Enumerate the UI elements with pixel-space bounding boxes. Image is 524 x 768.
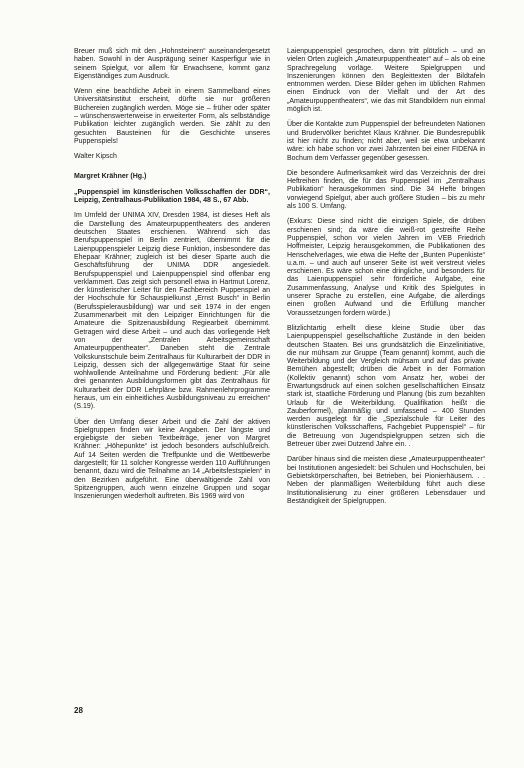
review-title: „Puppenspiel im künstlerischen Volksschaffen der DDR“, Leipzig, Zentralhaus-Publikation 1984, 48 S., 67 Abb. xyxy=(74,188,270,205)
paragraph: Über die Kontakte zum Puppenspiel der befreundeten Nationen und Brudervölker berichtet Klaus Krähner. Die Bundesrepublik ist hier nicht zu finden; nicht aber, weil sie etwa unbekannt wäre: ich habe schon vor zwei Jahrzenten bei einer FIDENA in Bochum dem Verfasser gegenüber gesessen. xyxy=(287,121,485,162)
review-author: Margret Krähner (Hg.) xyxy=(74,172,147,180)
paragraph: Im Umfeld der UNIMA XIV, Dresden 1984, ist dieses Heft als die Darstellung des Amateurpuppentheaters des anderen deutschen Staates erschienen. Während sich das Berufspuppenspiel in Berlin zentriert, übernimmt für die Laienpuppenspieler Leipzig diese Funktion, insbesondere das Ehepaar Krähner; zugleich ist bei dieser Sparte auch die Geschäftsführung der UNIMA DDR angesiedelt. Berufspuppenspiel und Laienpuppenspiel sind offenbar eng verklammert. Das zeigt sich personell etwa in Hartmut Lorenz, der künstlerischer Leiter für den Fachbereich Puppenspiel an der Hochschule für Schauspielkunst „Ernst Busch“ in Berlin (Berufsspielerausbildung) war und seit 1974 in der engen Zusammenarbeit mit den Leipziger Einrichtungen für die Amateure die Spitzenausbildung Regiearbeit übernimmt. Getragen wird diese Arbeit – und auch das vorliegende Heft von der „Zentralen Arbeitsgemeinschaft Amateurpuppentheater“. Daneben steht die Zentrale Volkskunstschule beim Zentralhaus für Kulturarbeit der DDR in Leipzig, dessen sich der allgegenwärtige Staat für seine wohlwollende Anteilnahme und Förderung bedient: „Für alle drei genannten Ausbildungsformen gibt das Zentralhaus für Kulturarbeit der DDR Lehrpläne bzw. Rahmenlehrprogramme heraus, um ein einheitliches Ausbildungsniveau zu erreichen“ (S.19). xyxy=(74,212,270,411)
paragraph: Blitzlichtartig erhellt diese kleine Studie über das Laienpuppenspiel gesellschaftliche Zustände in den beiden deutschen Staaten. Bei uns grundsätzlich die Einzelinitiative, die nur mühsam zur Gruppe (Team genannt) kommt, auch die Weiterbildung und der Vergleich mühsam und auf das private Bemühen abgestellt; drüben die Arbeit in der Formation (Kollektiv genannt) schon vom Ansatz her, wobei der Erwartungsdruck auf einen solchen gesellschaftlichen Einsatz stark ist, staatliche Förderung und Planung (bis zum bezahlten Urlaub für die Weiterbildung. Qualifikation heißt die Zauberformel), planmäßig und umfassend – 400 Stunden werden ausgelegt für die „Spezialschule für Leiter des künstlerischen Volksschaffens, Fachgebiet Puppenspiel“ – für die Betreuung von Jugendspielgruppen setzen sich die Betreuer über zwei Dutzend Jahre ein. . xyxy=(287,324,485,449)
paragraph: Laienpuppenspiel gesprochen, dann tritt plötzlich – und an vielen Orten zugleich „Amateurpuppentheater“ auf – als ob eine Sprachregelung vorläge. Weitere Spielgruppen und Inszenierungen können den Begleittexten der Bildtafeln entnommen werden. Diese Bilder gehen im üblichen Rahmen einen Eindruck von der Vielfalt und der Art des „Amateurpuppentheaters“, wie das mit Standbildern nun einmal möglich ist. xyxy=(287,48,485,114)
review-signature: Walter Kipsch xyxy=(74,153,117,161)
paragraph: Über den Umfang dieser Arbeit und die Zahl der aktiven Spielgruppen finden wir keine Angaben. Der längste und ergiebigste der sieben Textbeiträge, jener von Margret Krähner: „Höhepunkte“ ist jedoch besonders aufschlußreich. Auf 14 Seiten werden die Treffpunkte und die Wettbewerbe dargestellt; für 11 solcher Kongresse werden 110 Aufführungen benannt, dazu wird die Teilnahme an 14 „Arbeitsfestspielen“ in den Bezirken aufgeführt. Eine überwältigende Zahl von Spitzengruppen, auch wenn einzelne Gruppen und sogar Inszenierungen wiederholt auftreten. Bis 1969 wird von xyxy=(74,418,270,501)
left-column xyxy=(74,48,270,509)
paragraph: Breuer muß sich mit den „Hohnsteinern“ auseinandergesetzt haben. Sowohl in der Ausprägung seiner Kasperfigur wie in seinem Spielgut, vor allem für Erwachsene, kommt ganz Eigenständiges zum Ausdruck. xyxy=(74,48,270,80)
paragraph: Wenn eine beachtliche Arbeit in einem Sammelband eines Universitätsinstitut erscheint, dürfte sie nur größeren Büchereien zugänglich werden. Möge sie – früher oder später – wünschenswerterweise in erweiterter Form, als selbständige Publikation leichter zugänglich werden. Sie zählt zu den gesuchten Bausteinen für die Geschichte unseres Puppenspiels! xyxy=(74,88,270,145)
paragraph: (Exkurs: Diese sind nicht die einzigen Spiele, die drüben erschienen sind; da wäre die weiß-rot gestreifte Reihe Puppenspiel, schon vor vielen Jahren im VEB Friedrich Hoffmeister, Leipzig herausgekommen, die Publikationen des Henschelverlages, wie etwa die Hefte der „Bunten Pupenkiste“ u.a.m. – und auch auf unserer Seite ist weit verstreut vieles erschienen. Es wäre schon eine dringliche, und besonders für das Laienpuppenspiel sehr förderliche Aufgabe, eine Zusammenfassung, Analyse und Kritik des Spielgutes in unserer Sprache zu erstellen, eine Aufgabe, die allerdings einen großen Aufwand und die Erfüllung mancher Voraussetzungen fordern würde.) xyxy=(287,218,485,317)
page-number: 28 xyxy=(74,706,83,715)
right-column xyxy=(287,48,485,513)
paragraph: Die besondere Aufmerksamkeit wird das Verzeichnis der drei Heftreihen finden, die für das Puppenspiel im „Zentralhaus Publikation“ herausgekommen sind. Die 34 Hefte bringen vorwiegend Spielgut, aber auch größere Studien – bis zu mehr als 100 S. Umfang. xyxy=(287,169,485,211)
paragraph: Darüber hinaus sind die meisten diese „Amateurpuppentheater“ bei Institutionen angesiedelt: bei Schulen und Hochschulen, bei Gebietskörperschaften, bei Betrieben, bei Pionierhäusern. . . Neben der planmäßigen Weiterbildung führt auch diese Institutionalisierung zu einer größeren Lebensdauer und Beständigkeit der Spielgruppen. xyxy=(287,456,485,505)
